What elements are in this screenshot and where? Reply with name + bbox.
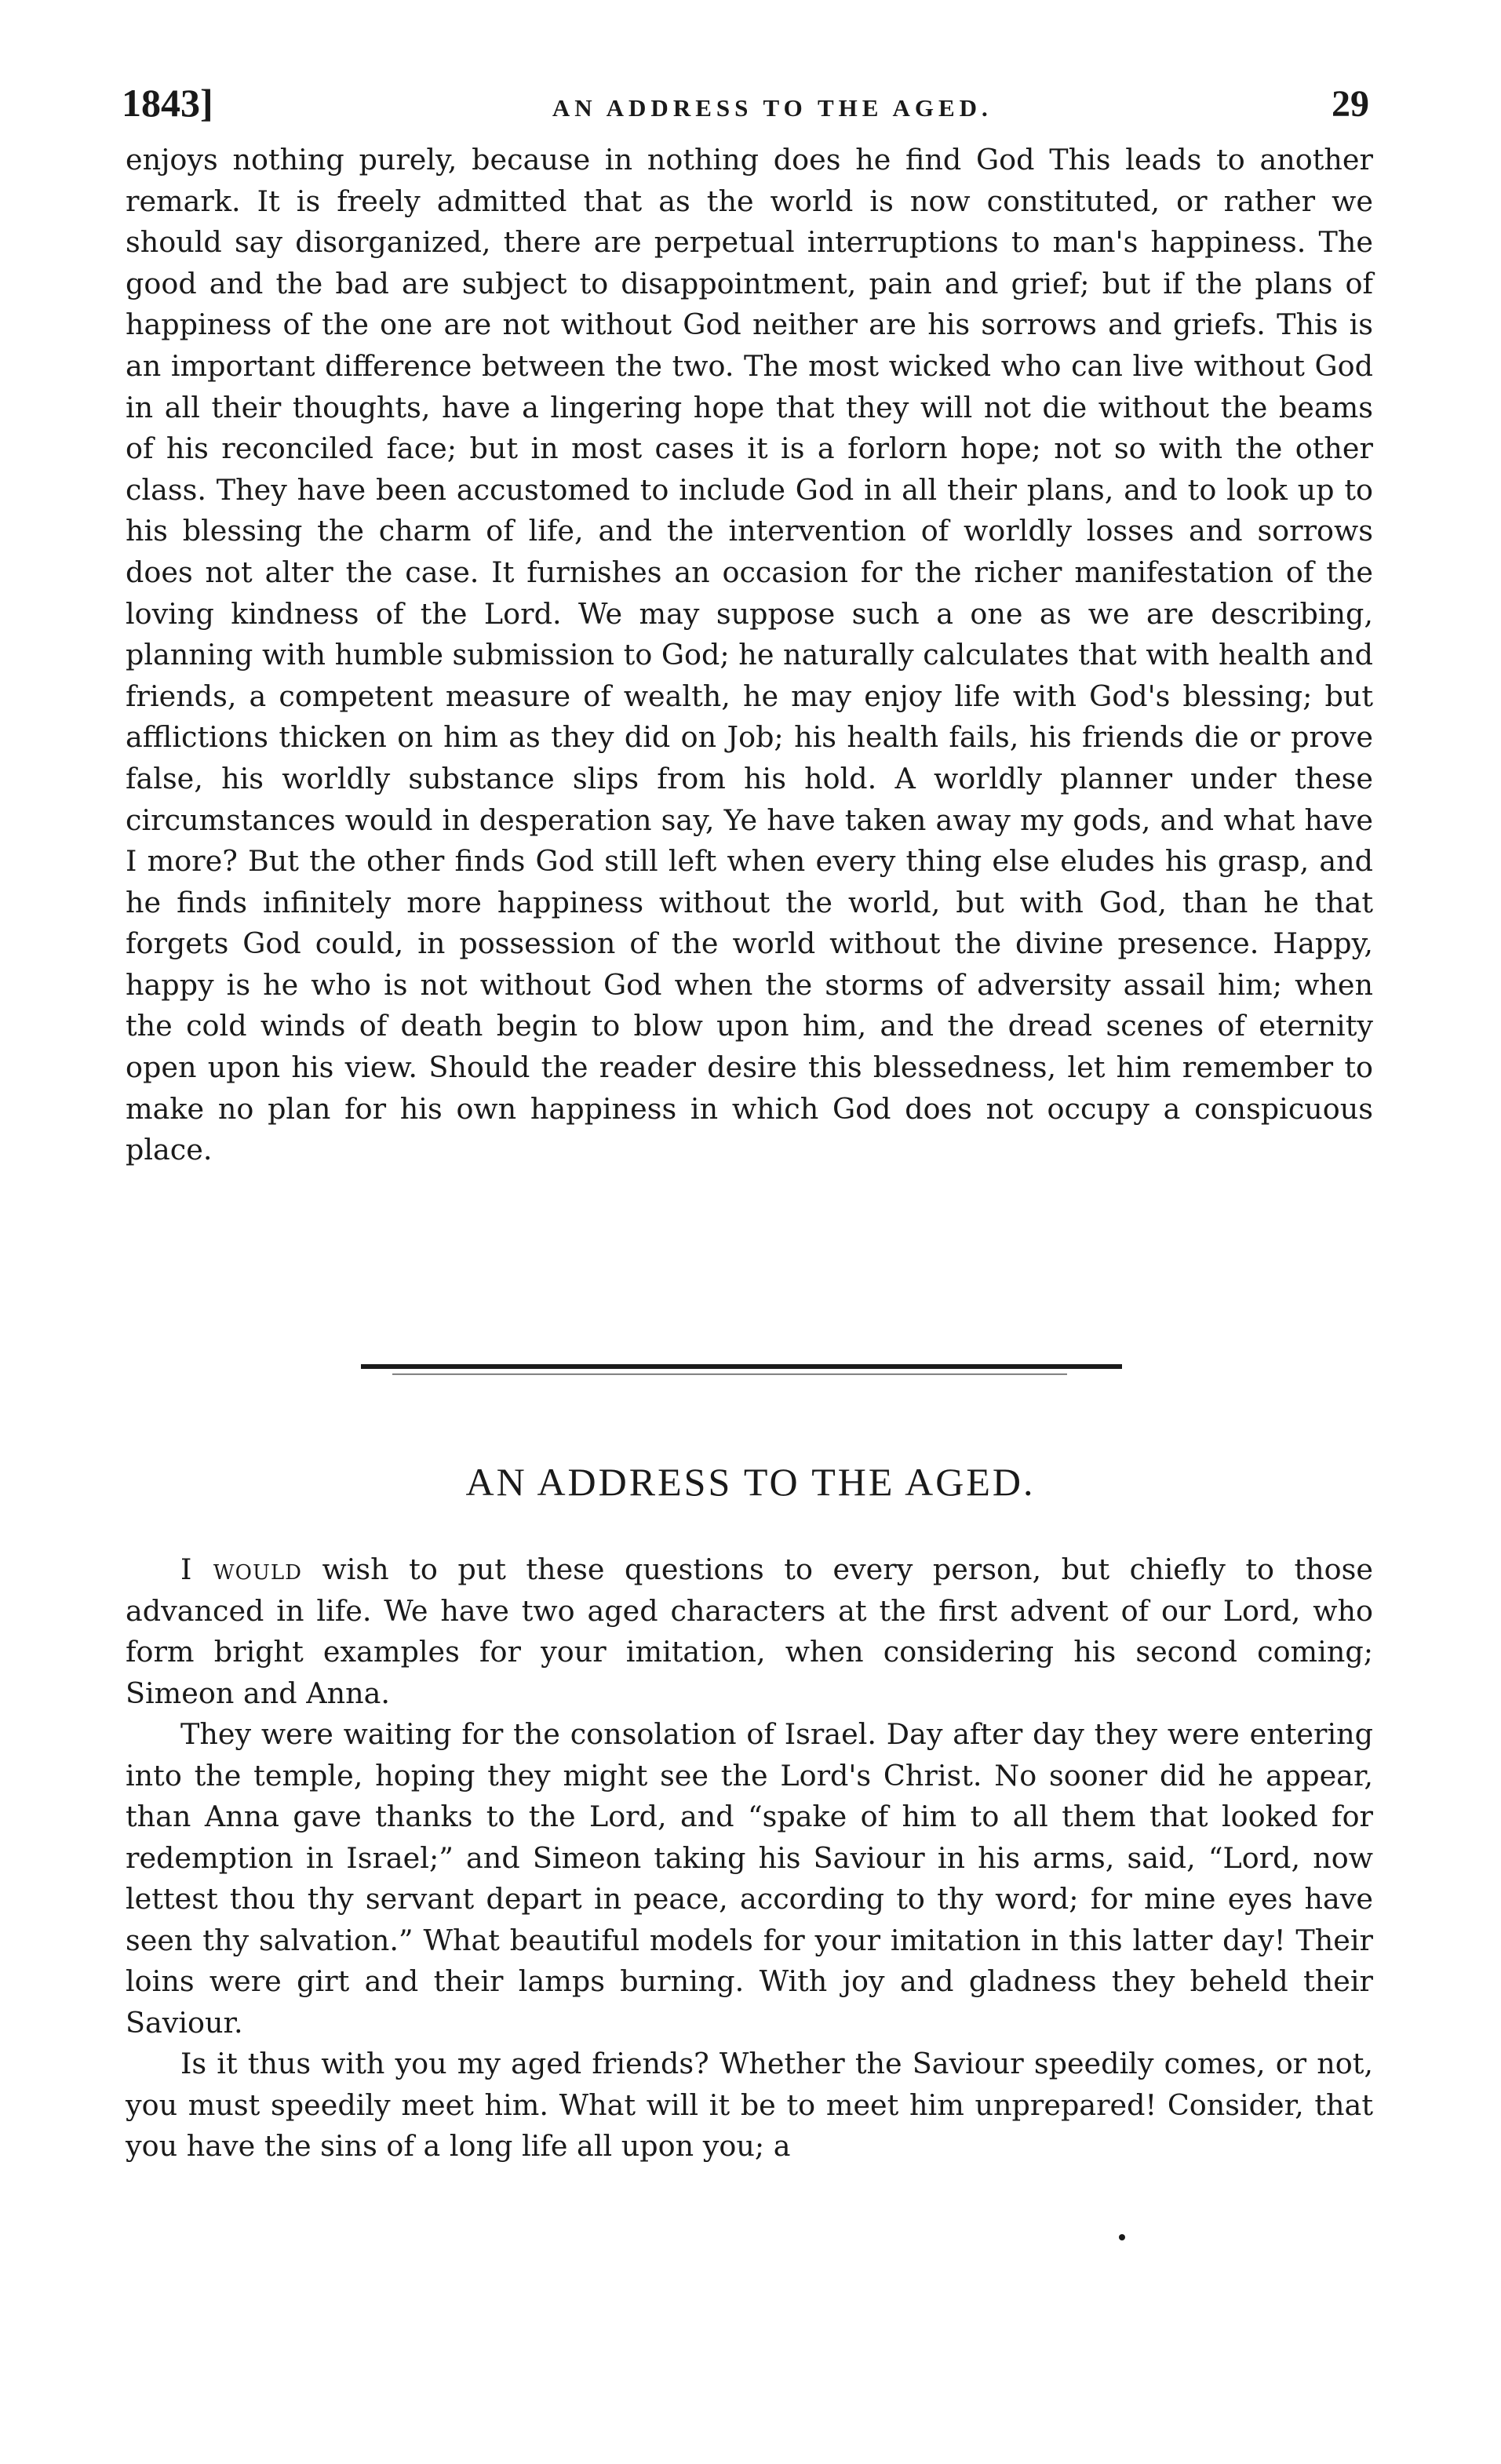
- paragraph-2: They were waiting for the consolation of Israel. Day after day they were entering into the temple, hoping they might see the Lord's Christ. No sooner did he appear, than Anna gave thanks to the Lord, and “spake of him to all them that looked for redemption in Israel;” and Simeon taking his Saviour in his arms, said, “Lord, now lettest thou thy servant depart in peace, according to thy word; for mine eyes have seen thy salvation.” What beautiful models for your imitation in this latter day! Their loins were girt and their lamps burning. With joy and gladness they beheld their Saviour.: [126, 1717, 1373, 2040]
- running-head-year: 1843]: [122, 81, 213, 125]
- divider-thin-rule: [392, 1374, 1067, 1375]
- page-number: 29: [1331, 83, 1369, 125]
- previous-article: [126, 140, 1373, 1171]
- divider-thick-rule: [361, 1364, 1122, 1369]
- running-head-title: AN ADDRESS TO THE AGED.: [552, 94, 993, 122]
- article-heading: AN ADDRESS TO THE AGED.: [465, 1460, 1036, 1504]
- section-divider: [361, 1361, 1122, 1385]
- running-head: [122, 80, 1369, 126]
- article-body: [126, 1549, 1373, 2167]
- paragraph-1: [126, 1549, 1373, 1714]
- paragraph-1-lead: I would: [180, 1552, 302, 1586]
- paragraph-1-text: wish to put these questions to every person, but chiefly to those advanced in life. We have two aged characters at the first advent of our Lord, who form bright examples for your imitation, when considering his second coming; Simeon and Anna.: [126, 1552, 1373, 1710]
- previous-article-text: enjoys nothing purely, because in nothing does he find God This leads to another remark. It is freely admitted that as the world is now constituted, or rather we should say disorganized, there are perpetual interruptions to man's happiness. The good and the bad are subject to disappointment, pain and grief; but if the plans of happiness of the one are not without God neither are his sorrows and griefs. This is an important difference between the two. The most wicked who can live without God in all their thoughts, have a lingering hope that they will not die without the beams of his reconciled face; but in most cases it is a forlorn hope; not so with the other class. They have been accustomed to include God in all their plans, and to look up to his blessing the charm of life, and the intervention of worldly losses and sorrows does not alter the case. It furnishes an occasion for the richer manifestation of the loving kindness of the Lord. We may suppose such a one as we are describing, planning with humble submission to God; he naturally calculates that with health and friends, a competent measure of wealth, he may enjoy life with God's blessing; but afflictions thicken on him as they did on Job; his health fails, his friends die or prove false, his worldly substance slips from his hold. A worldly planner under these circumstances would in desperation say, Ye have taken away my gods, and what have I more? But the other finds God still left when every thing else eludes his grasp, and he finds infinitely more happiness without the world, but with God, than he that forgets God could, in possession of the world without the divine presence. Happy, happy is he who is not without God when the storms of adversity assail him; when the cold winds of death begin to blow upon him, and the dread scenes of eternity open upon his view. Should the reader desire this blessedness, let him remember to make no plan for his own happiness in which God does not occupy a conspicuous place.: [126, 143, 1373, 1167]
- ink-speck: [1119, 2234, 1125, 2240]
- paragraph-3: Is it thus with you my aged friends? Whether the Saviour speedily comes, or not, you must speedily meet him. What will it be to meet him unprepared! Consider, that you have the sins of a long life all upon you; a: [126, 2047, 1373, 2163]
